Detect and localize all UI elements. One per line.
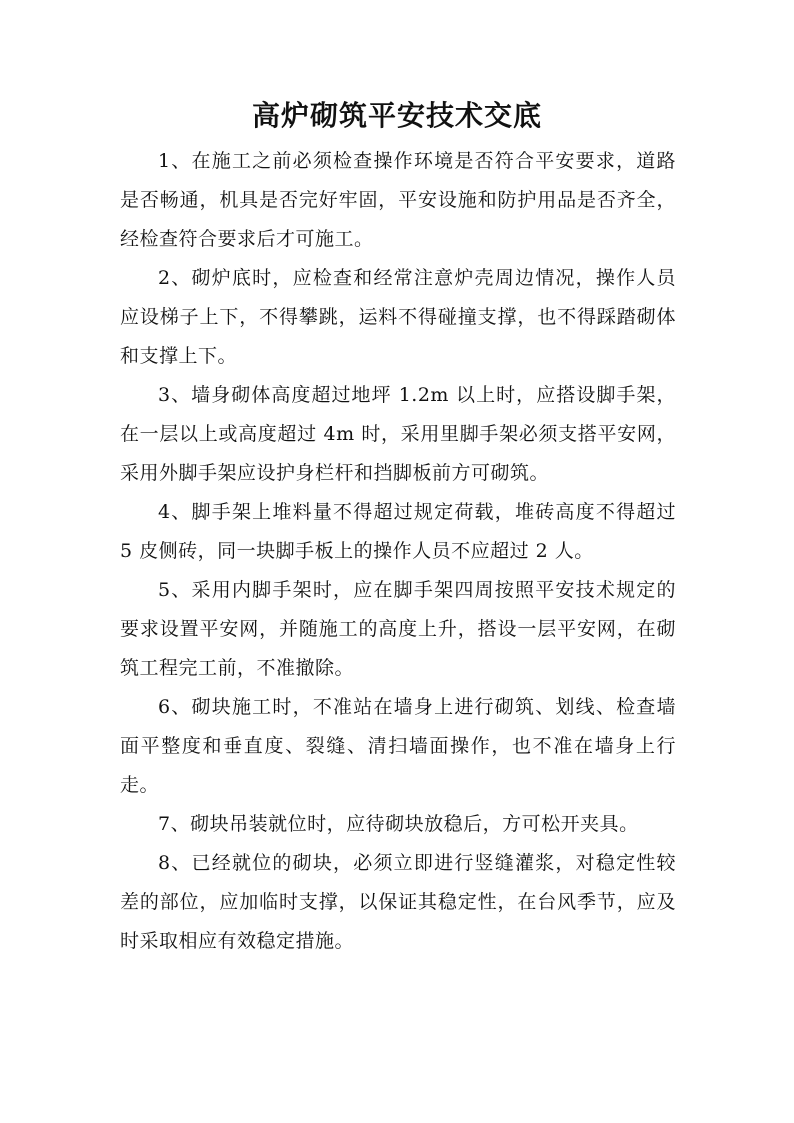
paragraph-5: 5、采用内脚手架时，应在脚手架四周按照平安技术规定的要求设置平安网，并随施工的高度上升，搭设一层平安网，在砌筑工程完工前，不准撤除。	[120, 579, 676, 679]
paragraph-8: 8、已经就位的砌块，必须立即进行竖缝灌浆，对稳定性较差的部位，应加临时支撑，以保证其稳定性，在台风季节，应及时采取相应有效稳定措施。	[120, 852, 676, 952]
document-body	[120, 142, 676, 961]
paragraph-3: 3、墙身砌体高度超过地坪 1.2m 以上时，应搭设脚手架，在一层以上或高度超过 4m 时，采用里脚手架必须支搭平安网，采用外脚手架应设护身栏杆和挡脚板前方可砌筑。	[120, 384, 676, 484]
paragraph-4: 4、脚手架上堆料量不得超过规定荷载，堆砖高度不得超过 5 皮侧砖，同一块脚手板上的操作人员不应超过 2 人。	[120, 501, 676, 562]
paragraph-1: 1、在施工之前必须检查操作环境是否符合平安要求，道路是否畅通，机具是否完好牢固，平安设施和防护用品是否齐全，经检查符合要求后才可施工。	[120, 150, 676, 250]
paragraph-6: 6、砌块施工时，不准站在墙身上进行砌筑、划线、检查墙面平整度和垂直度、裂缝、清扫墙面操作，也不准在墙身上行走。	[120, 696, 676, 796]
document-title: 高炉砌筑平安技术交底	[251, 99, 542, 132]
paragraph-2: 2、砌炉底时，应检查和经常注意炉壳周边情况，操作人员应设梯子上下，不得攀跳，运料不得碰撞支撑，也不得踩踏砌体和支撑上下。	[120, 267, 676, 367]
paragraph-7: 7、砌块吊装就位时，应待砌块放稳后，方可松开夹具。	[158, 813, 639, 835]
